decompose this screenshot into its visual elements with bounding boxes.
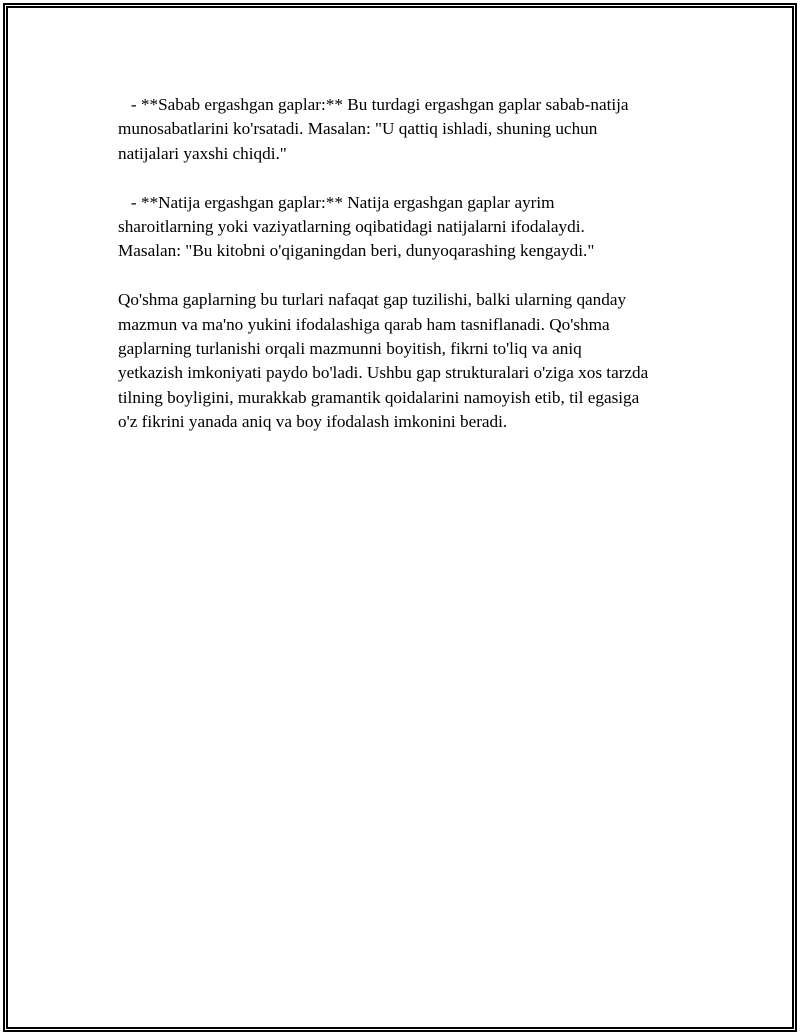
text-line: natijalari yaxshi chiqdi.": [118, 143, 287, 163]
text-line: munosabatlarini ko'rsatadi. Masalan: "U qattiq ishladi, shuning uchun: [118, 119, 598, 139]
text-line: sharoitlarning yoki vaziyatlarning oqibatidagi natijalarni ifodalaydi.: [118, 217, 585, 237]
text-line: - **Natija ergashgan gaplar:** Natija ergashgan gaplar ayrim: [118, 192, 555, 212]
paragraph-sabab: [118, 93, 698, 166]
text-line: mazmun va ma'no yukini ifodalashiga qarab ham tasniflanadi. Qo'shma: [118, 314, 610, 334]
text-line: gaplarning turlanishi orqali mazmunni boyitish, fikrni to'liq va aniq: [118, 339, 582, 359]
text-line: Qo'shma gaplarning bu turlari nafaqat gap tuzilishi, balki ularning qanday: [118, 290, 627, 310]
paragraph-natija: [118, 191, 698, 264]
text-line: Masalan: "Bu kitobni o'qiganingdan beri, dunyoqarashing kengaydi.": [118, 241, 595, 261]
text-line: o'z fikrini yanada aniq va boy ifodalash imkonini beradi.: [118, 412, 508, 432]
text-line: - **Sabab ergashgan gaplar:** Bu turdagi ergashgan gaplar sabab-natija: [118, 95, 629, 114]
text-line: yetkazish imkoniyati paydo bo'ladi. Ushbu gap strukturalari o'ziga xos tarzda: [118, 363, 649, 383]
paragraph-summary: [118, 288, 698, 434]
document-body: [118, 93, 698, 459]
text-line: tilning boyligini, murakkab gramantik qoidalarini namoyish etib, til egasiga: [118, 387, 640, 407]
